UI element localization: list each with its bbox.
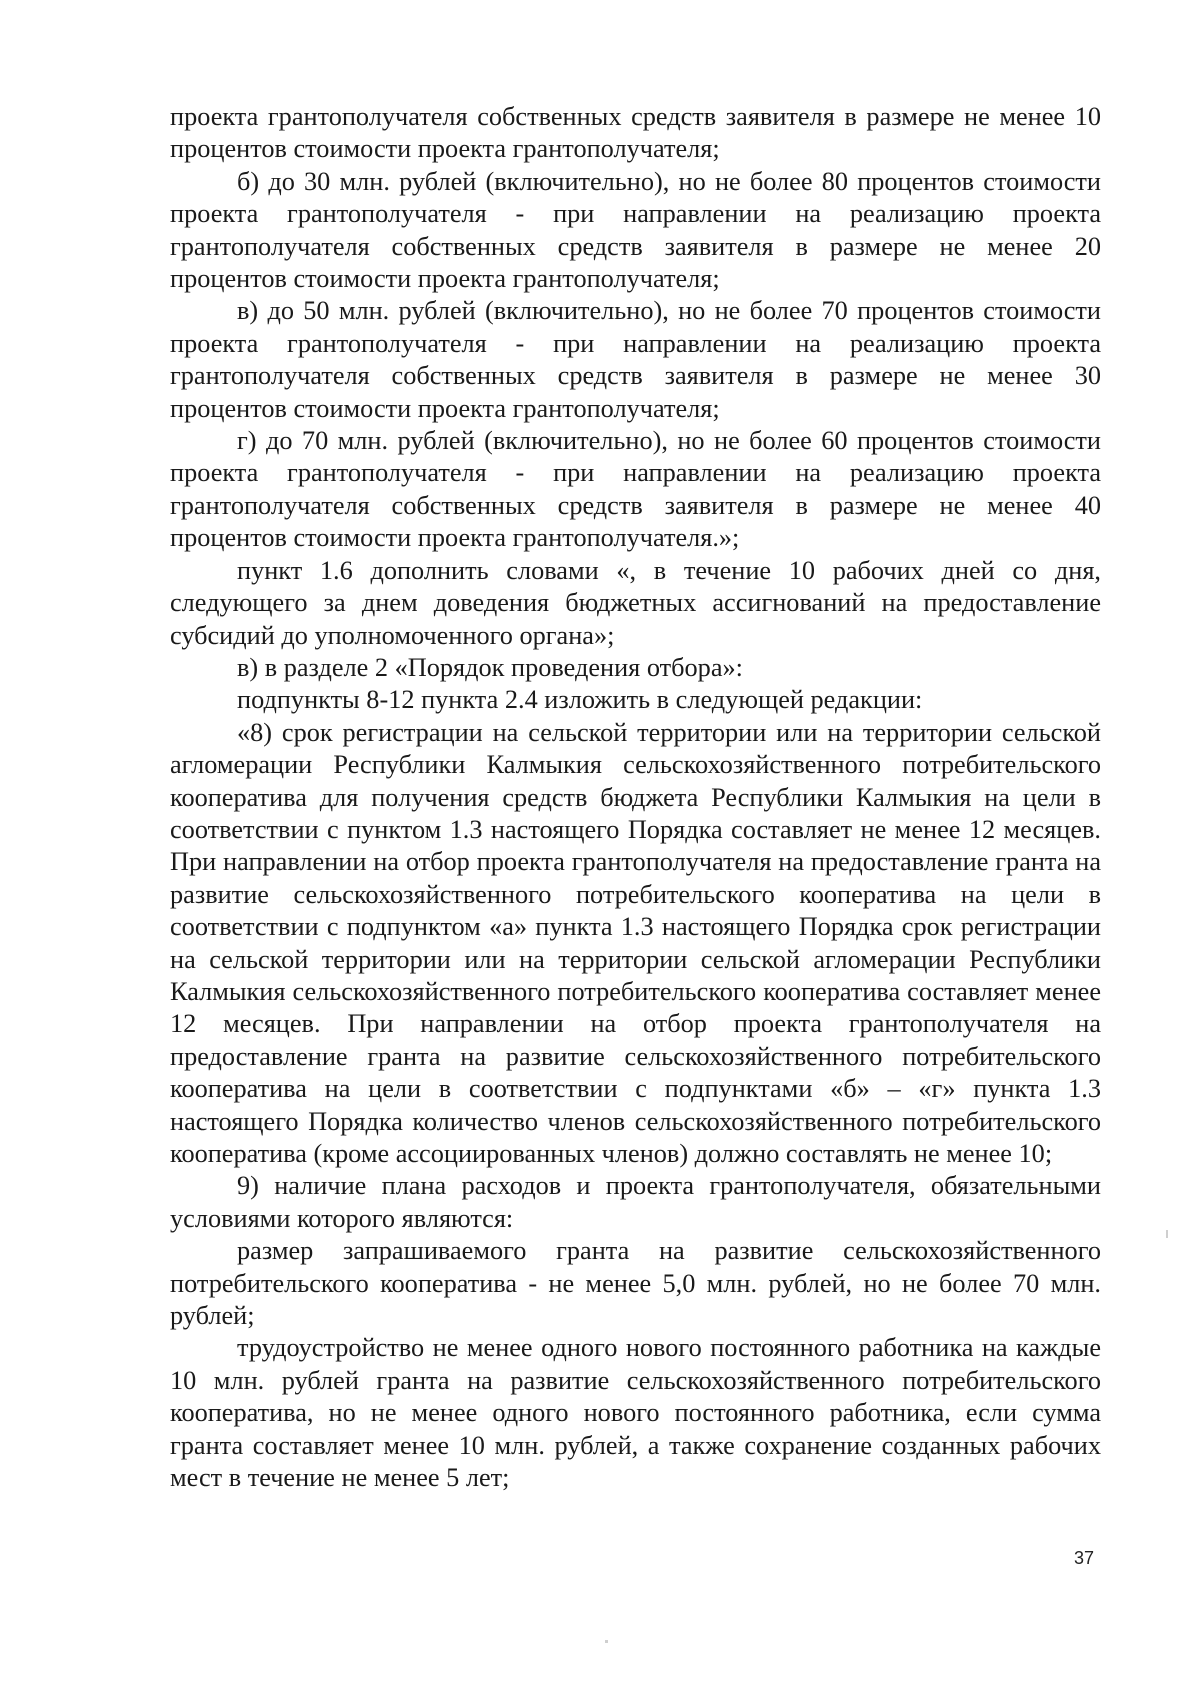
paragraph-employment: трудоустройство не менее одного нового постоянного работника на каждые 10 млн. рублей гранта на развитие сельскохозяйственного потребительского кооператива, но не менее одного нового постоянного работника, если сумма гранта составляет менее 10 млн. рублей, а также сохранение созданных рабочих мест в течение не менее 5 лет; [170, 1333, 1101, 1493]
paragraph-clause-1-6: пункт 1.6 дополнить словами «, в течение 10 рабочих дней со дня, следующего за днем доведения бюджетных ассигнований на предоставление субсидий до уполномоченного органа»; [170, 555, 1101, 650]
paragraph-section-2: в) в разделе 2 «Порядок проведения отбора»: [237, 652, 743, 682]
paragraph-subclause-8: «8) срок регистрации на сельской территории или на территории сельской агломерации Республики Калмыкия сельскохозяйственного потребительского кооператива для получения средств бюджета Республики Калмыкия на цели в соответствии с пунктом 1.3 настоящего Порядка составляет не менее 12 месяцев. При направлении на отбор проекта грантополучателя на предоставление гранта на развитие сельскохозяйственного потребительского кооператива на цели в соответствии с подпунктом «а» пункта 1.3 настоящего Порядка срок регистрации на сельской территории или на территории сельской агломерации Республики Калмыкия сельскохозяйственного потребительского кооператива составляет менее 12 месяцев. При направлении на отбор проекта грантополучателя на предоставление гранта на развитие сельскохозяйственного потребительского кооператива на цели в соответствии с подпунктами «б» – «г» пункта 1.3 настоящего Порядка количество членов сельскохозяйственного потребительского кооператива (кроме ассоциированных членов) должно составлять не менее 10; [170, 717, 1101, 1168]
page-number: 37 [1074, 1548, 1095, 1568]
paragraph-continuation: проекта грантополучателя собственных средств заявителя в размере не менее 10 процентов стоимости проекта грантополучателя; [170, 102, 1101, 164]
scan-artifact-mark [1166, 1230, 1168, 1238]
paragraph-item-v: в) до 50 млн. рублей (включительно), но не более 70 процентов стоимости проекта грантополучателя - при направлении на реализацию проекта грантополучателя собственных средств заявителя в размере не менее 30 процентов стоимости проекта грантополучателя; [170, 296, 1101, 423]
paragraph-grant-size: размер запрашиваемого гранта на развитие сельскохозяйственного потребительского кооператива - не менее 5,0 млн. рублей, но не более 70 млн. рублей; [170, 1236, 1101, 1331]
scan-artifact-dot [605, 1640, 608, 1643]
paragraph-item-g: г) до 70 млн. рублей (включительно), но не более 60 процентов стоимости проекта грантополучателя - при направлении на реализацию проекта грантополучателя собственных средств заявителя в размере не менее 40 процентов стоимости проекта грантополучателя.»; [170, 426, 1101, 553]
paragraph-subclauses-intro: подпункты 8-12 пункта 2.4 изложить в следующей редакции: [237, 685, 923, 715]
paragraph-item-b: б) до 30 млн. рублей (включительно), но не более 80 процентов стоимости проекта грантополучателя - при направлении на реализацию проекта грантополучателя собственных средств заявителя в размере не менее 20 процентов стоимости проекта грантополучателя; [170, 166, 1101, 294]
document-body [170, 101, 1101, 1494]
paragraph-subclause-9: 9) наличие плана расходов и проекта грантополучателя, обязательными условиями которого являются: [170, 1171, 1101, 1233]
